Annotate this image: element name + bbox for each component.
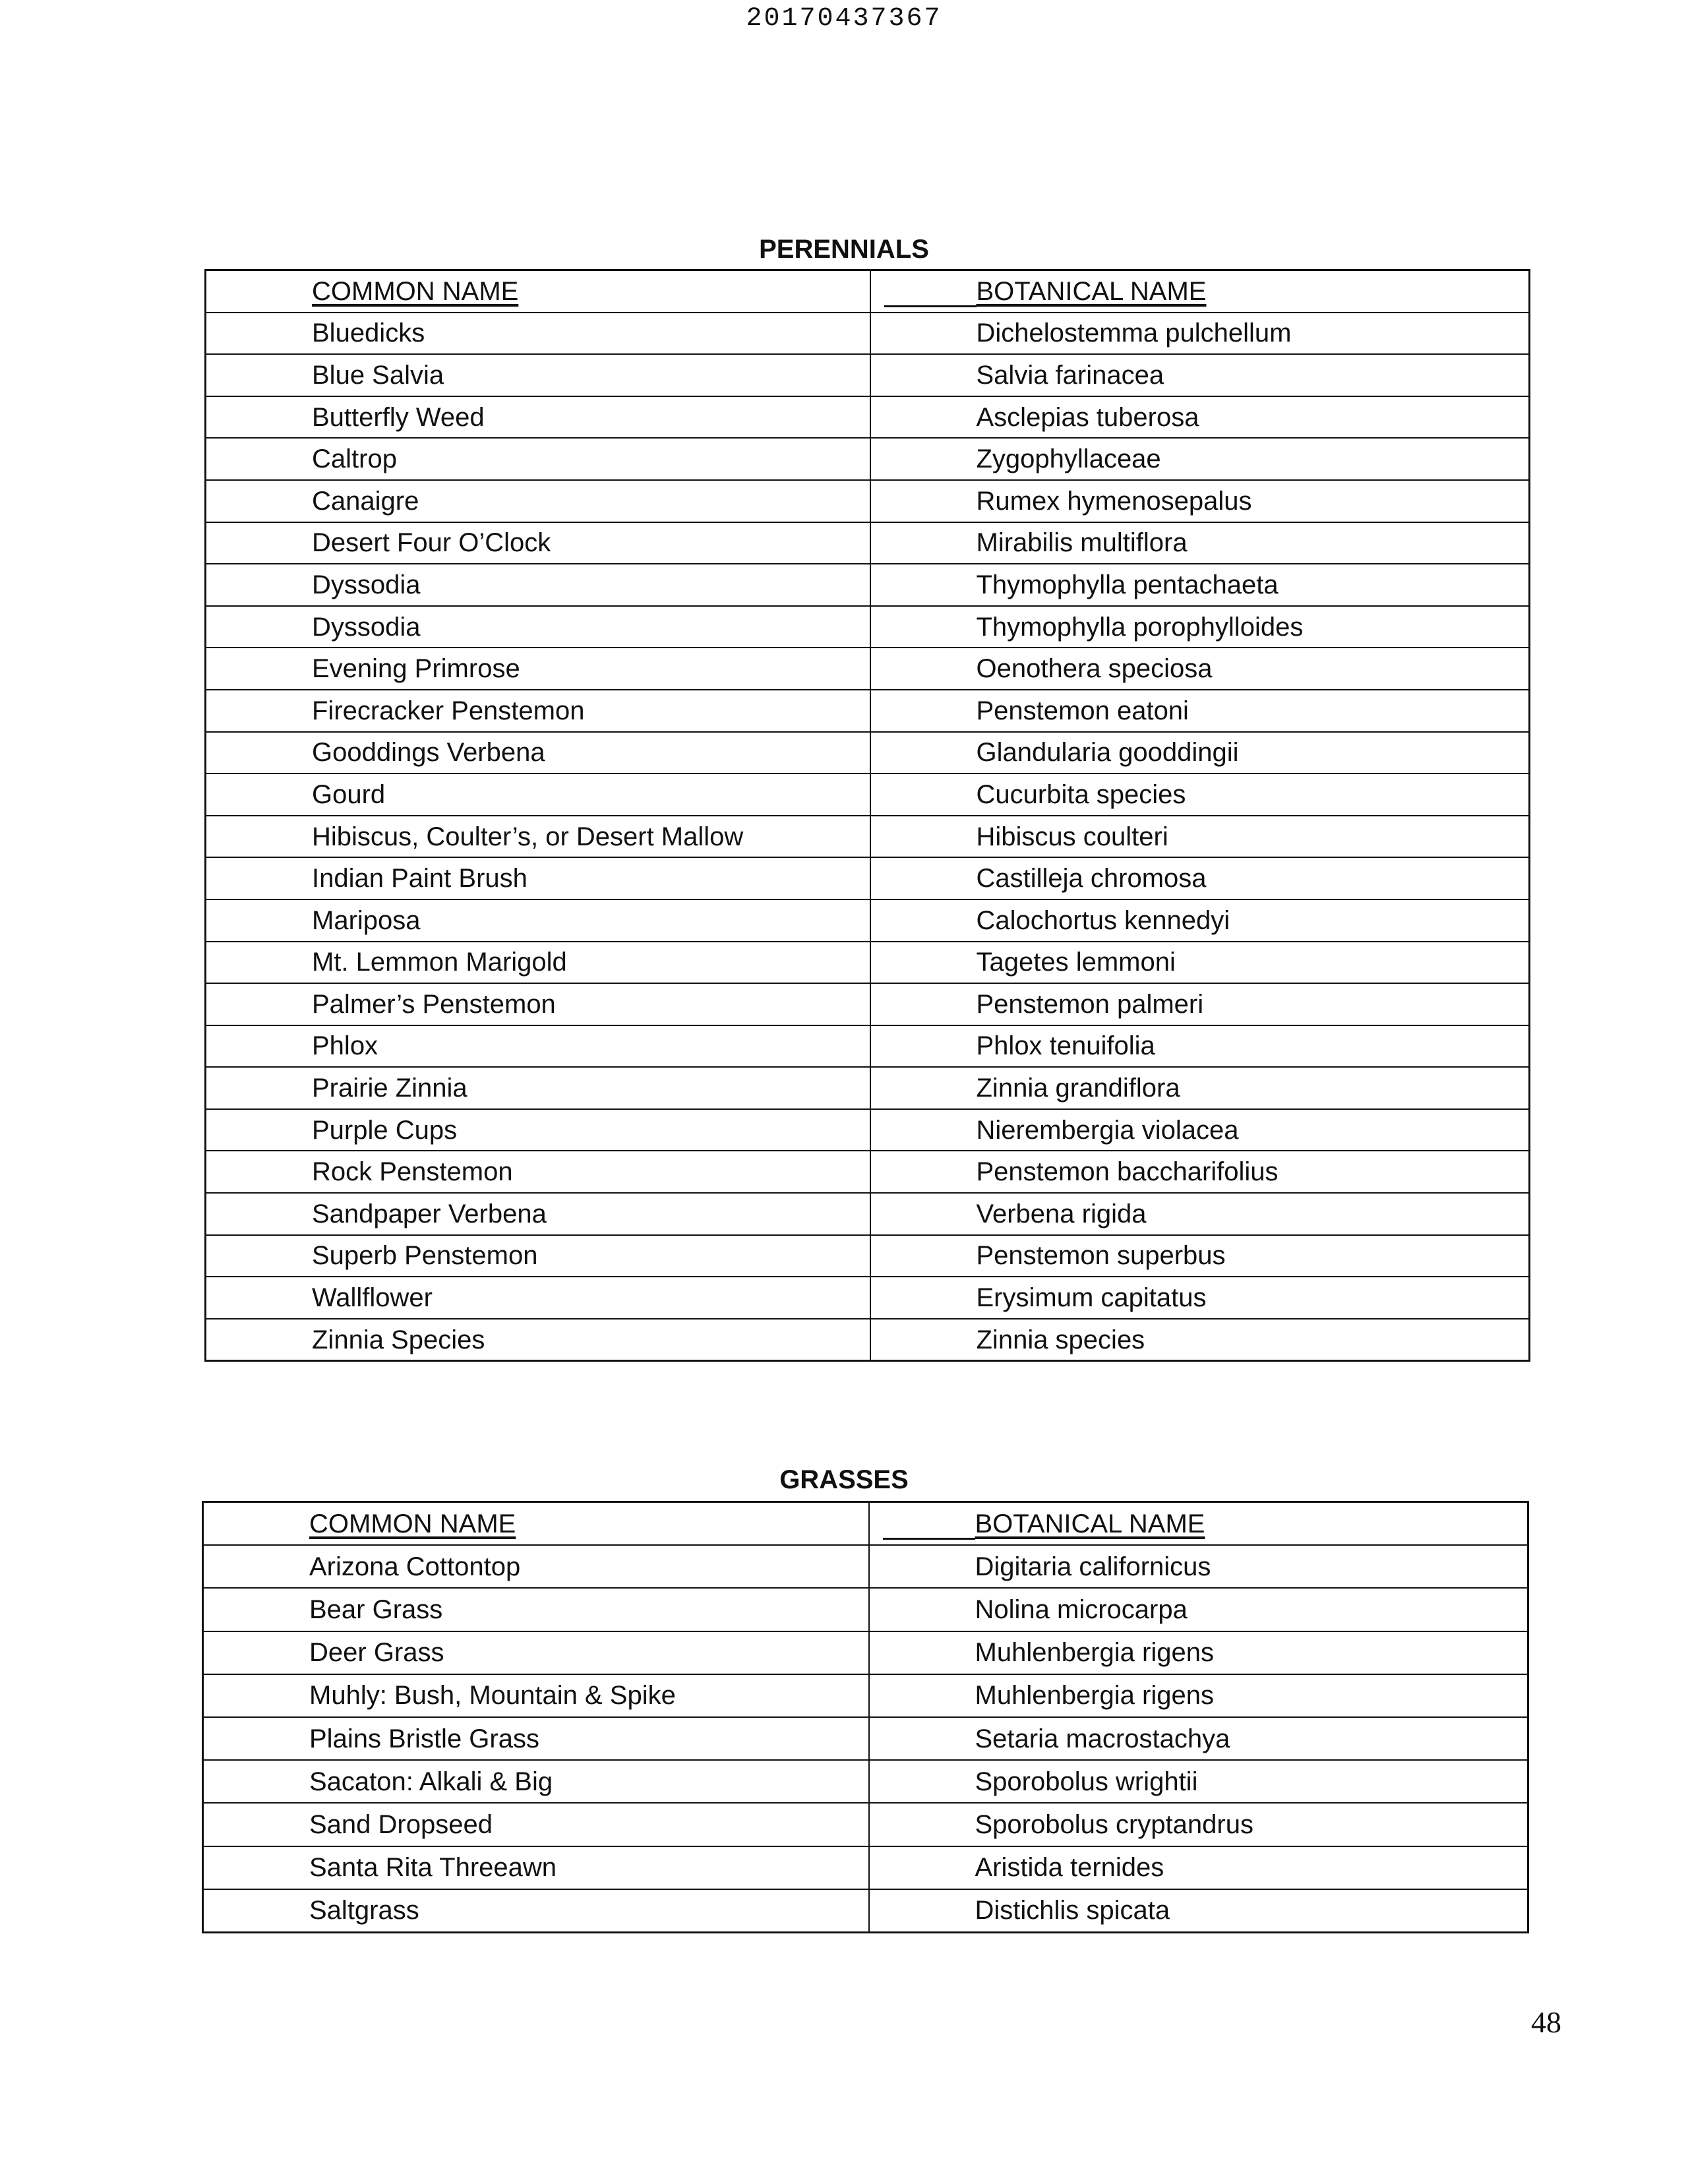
table-row	[206, 816, 1530, 858]
botanical-name-cell: Erysimum capitatus	[870, 1277, 1530, 1319]
common-name-cell: Prairie Zinnia	[206, 1067, 870, 1109]
table-row	[203, 1631, 1528, 1674]
table-row	[203, 1889, 1528, 1933]
common-name-cell: Bluedicks	[206, 313, 870, 355]
table-row	[206, 942, 1530, 984]
perennials-table	[204, 269, 1530, 1362]
table-row	[206, 1277, 1530, 1319]
botanical-name-cell: Calochortus kennedyi	[870, 899, 1530, 942]
table-row	[206, 857, 1530, 899]
table-row	[206, 1319, 1530, 1361]
common-name-cell: Indian Paint Brush	[206, 857, 870, 899]
common-name-cell: Mt. Lemmon Marigold	[206, 942, 870, 984]
common-name-cell: Muhly: Bush, Mountain & Spike	[203, 1674, 869, 1717]
botanical-name-cell: Tagetes lemmoni	[870, 942, 1530, 984]
botanical-name-cell: Penstemon eatoni	[870, 690, 1530, 732]
botanical-name-cell: Penstemon baccharifolius	[870, 1151, 1530, 1193]
common-name-cell: Dyssodia	[206, 564, 870, 606]
common-name-cell: Sacaton: Alkali & Big	[203, 1760, 869, 1803]
table-row	[203, 1545, 1528, 1588]
common-name-cell: Saltgrass	[203, 1889, 869, 1933]
table-row	[206, 648, 1530, 690]
table-row	[206, 313, 1530, 355]
botanical-name-cell: Muhlenbergia rigens	[869, 1631, 1528, 1674]
perennials-table-body	[206, 270, 1530, 1361]
common-name-cell: Desert Four O’Clock	[206, 522, 870, 564]
botanical-name-cell: Zinnia species	[870, 1319, 1530, 1361]
table-row	[206, 732, 1530, 774]
botanical-name-cell: Cucurbita species	[870, 774, 1530, 816]
common-name-cell: Palmer’s Penstemon	[206, 983, 870, 1025]
table-row	[203, 1674, 1528, 1717]
table-row	[206, 396, 1530, 439]
common-name-cell: Arizona Cottontop	[203, 1545, 869, 1588]
table-header-row	[203, 1502, 1528, 1546]
table-row	[203, 1846, 1528, 1889]
header-label: COMMON NAME	[312, 276, 519, 306]
botanical-name-cell: Mirabilis multiflora	[870, 522, 1530, 564]
table-header-row	[206, 270, 1530, 313]
botanical-name-cell: Nolina microcarpa	[869, 1588, 1528, 1631]
table-row	[206, 690, 1530, 732]
common-name-cell: Bear Grass	[203, 1588, 869, 1631]
column-header-common	[203, 1502, 869, 1546]
common-name-cell: Plains Bristle Grass	[203, 1717, 869, 1760]
common-name-cell: Hibiscus, Coulter’s, or Desert Mallow	[206, 816, 870, 858]
botanical-name-cell: Thymophylla porophylloides	[870, 606, 1530, 648]
table-row	[206, 564, 1530, 606]
botanical-name-cell: Castilleja chromosa	[870, 857, 1530, 899]
column-header-botanical	[869, 1502, 1528, 1546]
table-row	[206, 1067, 1530, 1109]
botanical-name-cell: Rumex hymenosepalus	[870, 480, 1530, 522]
common-name-cell: Sandpaper Verbena	[206, 1193, 870, 1235]
table-row	[206, 1193, 1530, 1235]
header-label: BOTANICAL NAME	[976, 276, 1207, 306]
common-name-cell: Mariposa	[206, 899, 870, 942]
botanical-name-cell: Penstemon superbus	[870, 1235, 1530, 1277]
common-name-cell: Zinnia Species	[206, 1319, 870, 1361]
common-name-cell: Dyssodia	[206, 606, 870, 648]
botanical-name-cell: Phlox tenuifolia	[870, 1025, 1530, 1068]
common-name-cell: Sand Dropseed	[203, 1803, 869, 1846]
botanical-name-cell: Glandularia gooddingii	[870, 732, 1530, 774]
table-row	[206, 354, 1530, 396]
common-name-cell: Evening Primrose	[206, 648, 870, 690]
table-row	[206, 606, 1530, 648]
botanical-name-cell: Sporobolus wrightii	[869, 1760, 1528, 1803]
common-name-cell: Gourd	[206, 774, 870, 816]
common-name-cell: Blue Salvia	[206, 354, 870, 396]
perennials-title: PERENNIALS	[759, 235, 929, 264]
common-name-cell: Superb Penstemon	[206, 1235, 870, 1277]
botanical-name-cell: Oenothera speciosa	[870, 648, 1530, 690]
column-header-common	[206, 270, 870, 313]
botanical-name-cell: Hibiscus coulteri	[870, 816, 1530, 858]
common-name-cell: Santa Rita Threeawn	[203, 1846, 869, 1889]
document-number: 20170437367	[746, 4, 942, 34]
table-row	[206, 438, 1530, 480]
common-name-cell: Butterfly Weed	[206, 396, 870, 439]
table-row	[206, 774, 1530, 816]
header-label: COMMON NAME	[309, 1509, 516, 1538]
table-row	[206, 983, 1530, 1025]
botanical-name-cell: Distichlis spicata	[869, 1889, 1528, 1933]
common-name-cell: Purple Cups	[206, 1109, 870, 1151]
table-row	[206, 1025, 1530, 1068]
page-number: 48	[1531, 2005, 1561, 2039]
botanical-name-cell: Digitaria californicus	[869, 1545, 1528, 1588]
header-label: BOTANICAL NAME	[975, 1509, 1205, 1538]
common-name-cell: Rock Penstemon	[206, 1151, 870, 1193]
grasses-table	[202, 1501, 1529, 1933]
column-header-botanical	[870, 270, 1530, 313]
table-row	[206, 480, 1530, 522]
common-name-cell: Deer Grass	[203, 1631, 869, 1674]
table-row	[203, 1588, 1528, 1631]
botanical-name-cell: Dichelostemma pulchellum	[870, 313, 1530, 355]
botanical-name-cell: Muhlenbergia rigens	[869, 1674, 1528, 1717]
botanical-name-cell: Asclepias tuberosa	[870, 396, 1530, 439]
botanical-name-cell: Aristida ternides	[869, 1846, 1528, 1889]
table-row	[206, 1235, 1530, 1277]
botanical-name-cell: Setaria macrostachya	[869, 1717, 1528, 1760]
table-row	[206, 522, 1530, 564]
botanical-name-cell: Sporobolus cryptandrus	[869, 1803, 1528, 1846]
botanical-name-cell: Zygophyllaceae	[870, 438, 1530, 480]
botanical-name-cell: Thymophylla pentachaeta	[870, 564, 1530, 606]
botanical-name-cell: Verbena rigida	[870, 1193, 1530, 1235]
common-name-cell: Firecracker Penstemon	[206, 690, 870, 732]
table-row	[206, 1151, 1530, 1193]
table-row	[206, 1109, 1530, 1151]
common-name-cell: Canaigre	[206, 480, 870, 522]
common-name-cell: Wallflower	[206, 1277, 870, 1319]
common-name-cell: Phlox	[206, 1025, 870, 1068]
common-name-cell: Gooddings Verbena	[206, 732, 870, 774]
botanical-name-cell: Salvia farinacea	[870, 354, 1530, 396]
botanical-name-cell: Penstemon palmeri	[870, 983, 1530, 1025]
botanical-name-cell: Nierembergia violacea	[870, 1109, 1530, 1151]
botanical-name-cell: Zinnia grandiflora	[870, 1067, 1530, 1109]
table-row	[203, 1717, 1528, 1760]
common-name-cell: Caltrop	[206, 438, 870, 480]
grasses-title: GRASSES	[779, 1465, 909, 1494]
grasses-table-body	[203, 1502, 1528, 1933]
table-row	[206, 899, 1530, 942]
table-row	[203, 1760, 1528, 1803]
table-row	[203, 1803, 1528, 1846]
